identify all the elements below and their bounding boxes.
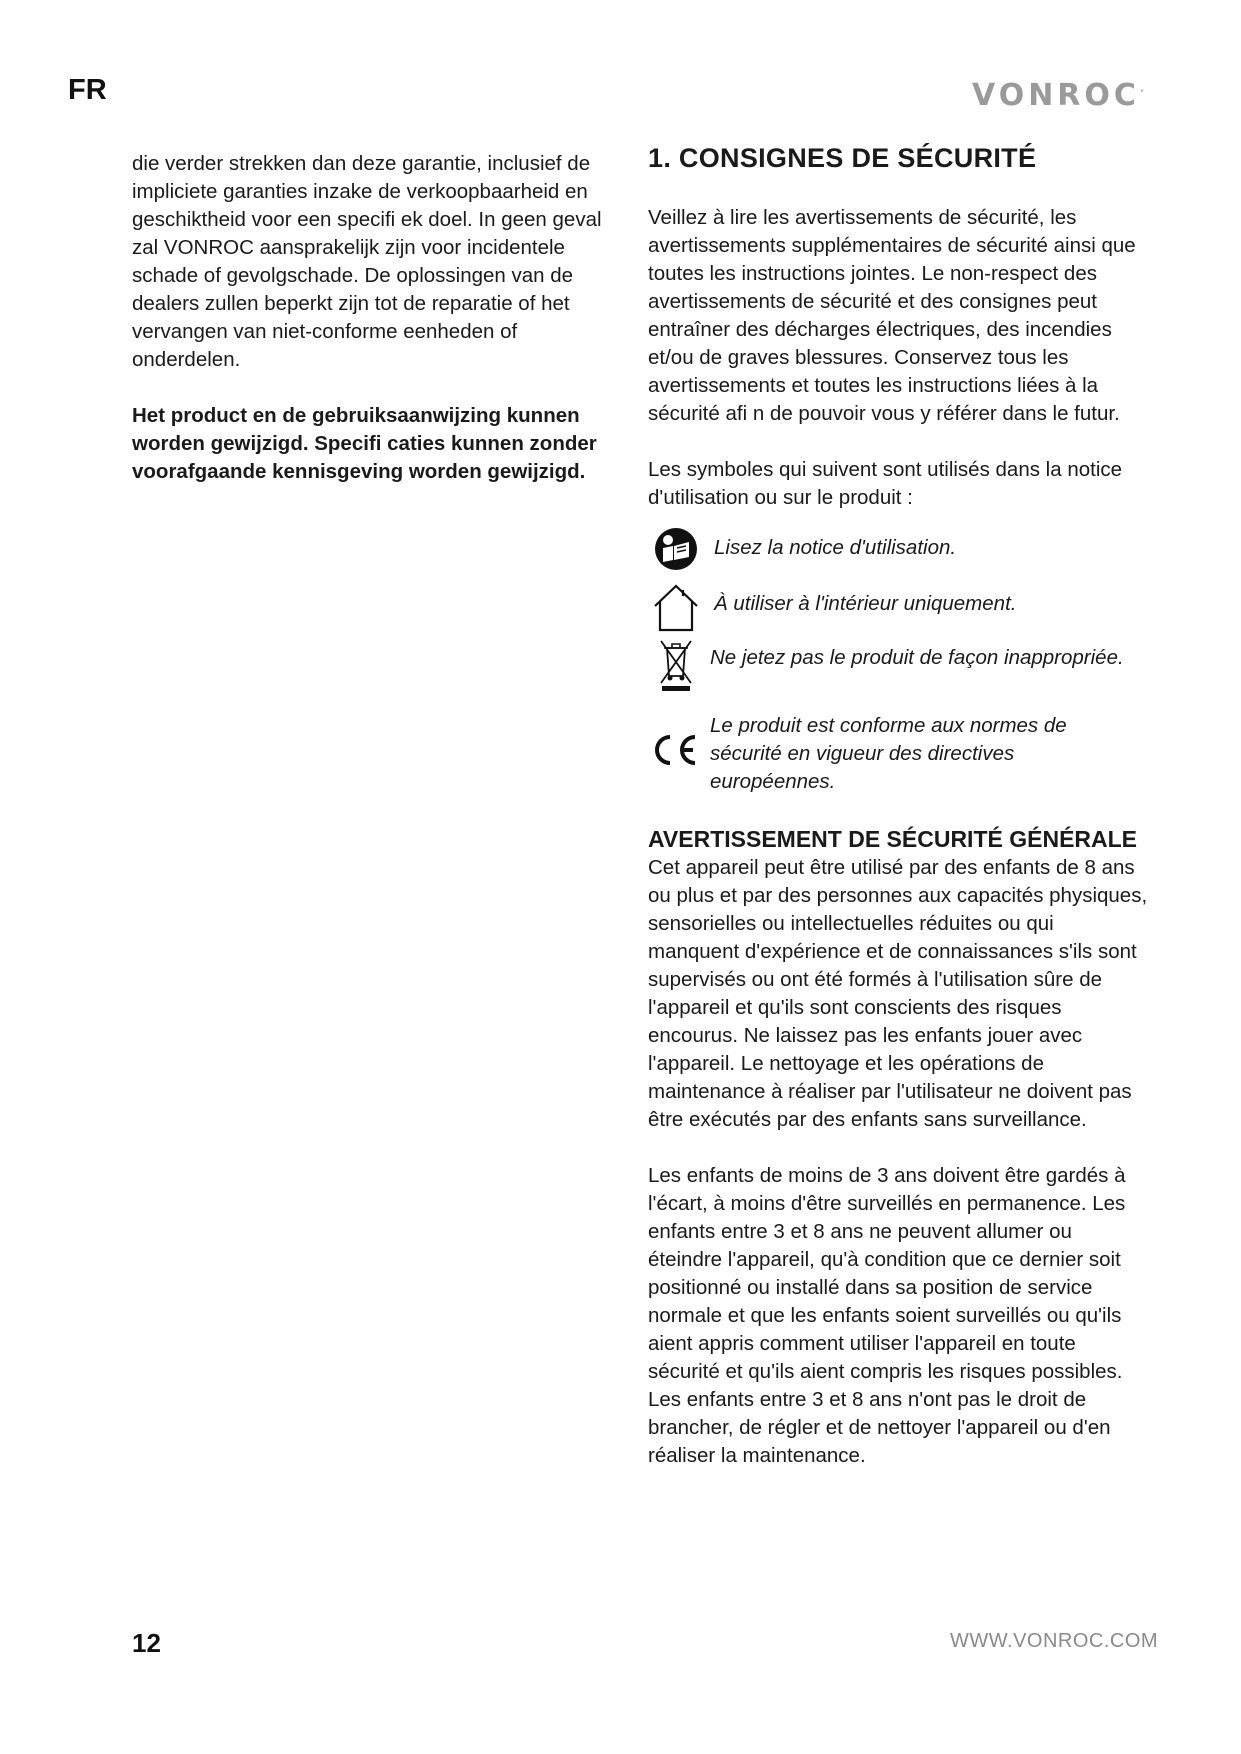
symbol-row — [648, 638, 1148, 700]
indoor-house-icon — [648, 582, 704, 634]
brand-logo: VONROC· — [972, 78, 1144, 113]
symbol-text: Lisez la notice d'utilisation. — [714, 536, 957, 559]
page-number: 12 — [132, 1628, 161, 1658]
symbol-text: Ne jetez pas le produit de façon inappropriée. — [710, 646, 1124, 669]
symbol-text: Le produit est conforme aux normes de sécurité en vigueur des directives européennes. — [710, 714, 1067, 793]
footer-url: WWW.VONROC.COM — [950, 1630, 1159, 1652]
symbol-row — [648, 712, 1148, 796]
general-warning-paragraph-2: Les enfants de moins de 3 ans doivent être gardés à l'écart, à moins d'être surveillés en permanence. Les enfants entre 3 et 8 ans ne peuvent allumer ou éteindre l'appareil, qu'à condition que ce dernier soit positionné ou installé dans sa position de service normale et que les enfants soient surveillés ou qu'ils aient appris comment utiliser l'appareil en toute sécurité et qu'ils aient compris les risques possibles. Les enfants entre 3 et 8 ans n'ont pas le droit de brancher, de régler et de nettoyer l'appareil ou d'en réaliser la maintenance. — [648, 1164, 1126, 1467]
general-warning-title: AVERTISSEMENT DE SÉCURITÉ GÉNÉRALE — [648, 826, 1138, 852]
brand-name: VONROC — [972, 78, 1140, 113]
left-column — [132, 150, 622, 486]
read-manual-icon — [648, 526, 704, 572]
language-code: FR — [68, 74, 107, 106]
right-column — [648, 140, 1148, 1470]
safety-intro: Veillez à lire les avertissements de sécurité, les avertissements supplémentaires de sécurité ainsi que toutes les instructions jointes. Le non-respect des avertissements de sécurité et des consignes peut entraîner des décharges électriques, des incendies et/ou de graves blessures. Conservez tous les avertissements et toutes les instructions liées à la sécurité afi n de pouvoir vous y référer dans le futur. — [648, 206, 1136, 425]
crossed-bin-icon — [648, 638, 704, 692]
warranty-paragraph: die verder strekken dan deze garantie, inclusief de impliciete garanties inzake de verkoopbaarheid en geschiktheid voor een specifi ek doel. In geen geval zal VONROC aansprakelijk zijn voor incidentele schade of gevolgschade. De oplossingen van de dealers zullen beperkt zijn tot de reparatie of het vervangen van niet-conforme eenheden of onderdelen. — [132, 152, 602, 371]
ce-mark-icon — [648, 712, 704, 768]
general-warning-paragraph-1: Cet appareil peut être utilisé par des enfants de 8 ans ou plus et par des personnes aux capacités physiques, sensorielles ou intellectuelles réduites ou qui manquent d'expérience et de connaissances s'ils sont supervisés ou ont été formés à l'utilisation sûre de l'appareil et qu'ils sont conscients des risques encourus. Ne laissez pas les enfants jouer avec l'appareil. Le nettoyage et les opérations de maintenance à réaliser par l'utilisateur ne doivent pas être exécutés par des enfants sans surveillance. — [648, 856, 1148, 1131]
symbol-row — [648, 526, 1148, 582]
symbol-text: À utiliser à l'intérieur uniquement. — [714, 592, 1017, 615]
symbols-intro: Les symboles qui suivent sont utilisés dans la notice d'utilisation ou sur le produit : — [648, 458, 1123, 509]
section-title: 1. CONSIGNES DE SÉCURITÉ — [648, 143, 1037, 173]
symbol-row — [648, 582, 1148, 638]
change-notice: Het product en de gebruiksaanwijzing kunnen worden gewijzigd. Specifi caties kunnen zonder voorafgaande kennisgeving worden gewijzigd. — [132, 404, 597, 483]
symbols-list — [648, 526, 1148, 796]
